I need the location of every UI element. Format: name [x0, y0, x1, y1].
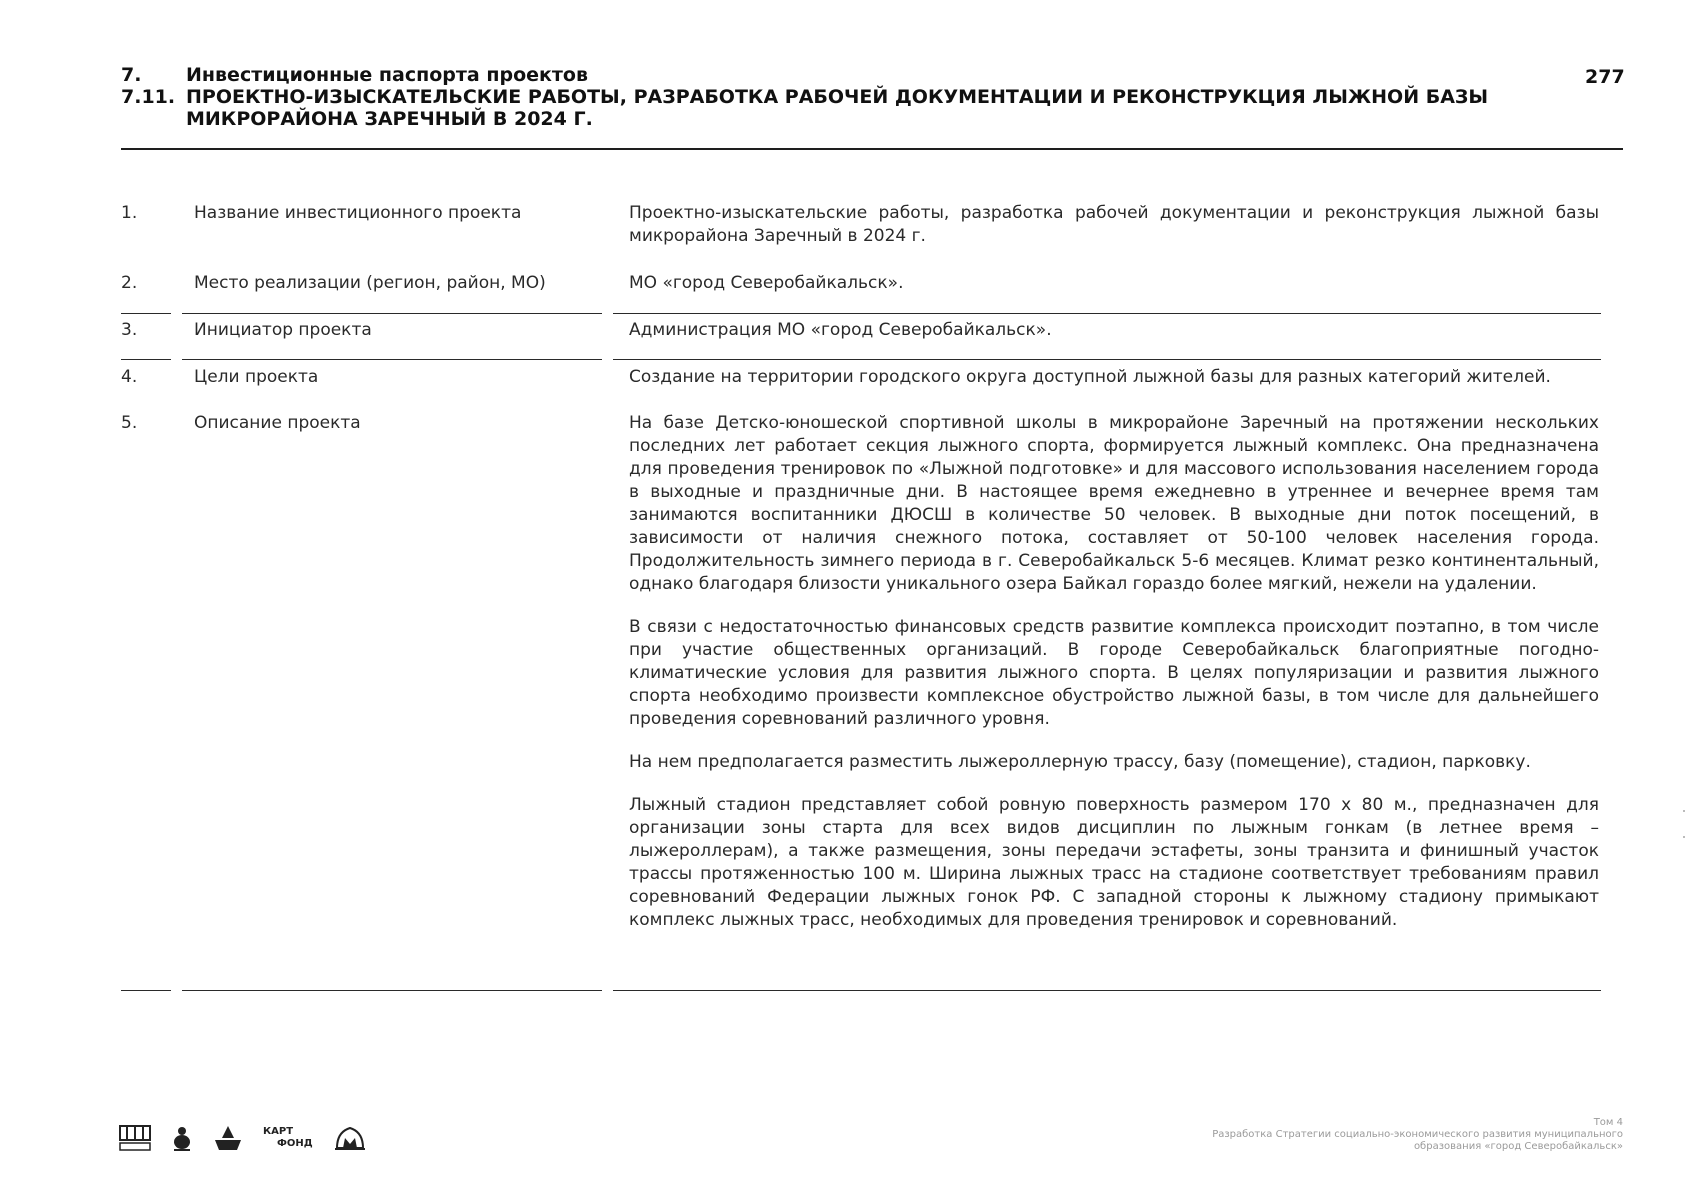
- row-number: 2.: [121, 273, 138, 293]
- description-paragraph: На нем предполагается разместить лыжероллерную трассу, базу (помещение), стадион, парковку.: [629, 752, 1531, 772]
- emblem-drop-icon: [171, 1124, 193, 1152]
- divider: [613, 990, 1601, 991]
- page-number: 277: [1585, 66, 1625, 88]
- edge-mark: [1683, 810, 1685, 812]
- row-number: 1.: [121, 203, 138, 223]
- chapter-number: 7.: [121, 64, 142, 86]
- section-number: 7.11.: [121, 86, 176, 108]
- edge-mark: [1683, 836, 1685, 838]
- divider: [182, 990, 602, 991]
- row-number: 4.: [121, 367, 138, 387]
- dom-logo-icon: [119, 1124, 151, 1152]
- footer-caption: [1212, 1117, 1623, 1153]
- divider: [182, 359, 602, 360]
- kart-fond-logo: [263, 1126, 313, 1150]
- row-label: Название инвестиционного проекта: [194, 203, 522, 223]
- row-number: 3.: [121, 320, 138, 340]
- row-value: МО «город Северобайкальск».: [629, 273, 904, 293]
- divider: [182, 313, 602, 314]
- footer-logos: [119, 1124, 367, 1152]
- row-number: 5.: [121, 413, 138, 433]
- divider: [613, 359, 1601, 360]
- emblem-ship-icon: [213, 1124, 243, 1152]
- footer-line: Том 4: [1593, 1117, 1623, 1128]
- description-paragraph: На базе Детско-юношеской спортивной школы в микрорайоне Заречный на протяжении нескольких последних лет работает секция лыжного спорта, формируется лыжный комплекс. Она предназначена для проведения тренировок по «Лыжной подготовке» и для массового использования населением города в выходные и праздничные дни. В настоящее время ежедневно в утреннее и вечернее время там занимаются воспитанники ДЮСШ в количестве 50 человек. В выходные дни поток посещений, в зависимости от наличия снежного потока, составляет от 50-100 человек населения города. Продолжительность зимнего периода в г. Северобайкальск 5-6 месяцев. Климат резко континентальный, однако благодаря близости уникального озера Байкал гораздо более мягкий, нежели на удалении.: [629, 413, 1599, 594]
- chapter-title: Инвестиционные паспорта проектов: [186, 64, 589, 86]
- footer-line: образования «город Северобайкальск»: [1413, 1141, 1623, 1152]
- divider: [121, 313, 171, 314]
- row-label: Место реализации (регион, район, МО): [194, 273, 546, 293]
- row-value: [629, 412, 1599, 952]
- row-value: Проектно-изыскательские работы, разработка рабочей документации и реконструкция лыжной базы микрорайона Заречный в 2024 г.: [629, 203, 1599, 246]
- emblem-crown-icon: [333, 1124, 367, 1152]
- chapter-heading: [121, 64, 1621, 86]
- description-paragraph: Лыжный стадион представляет собой ровную поверхность размером 170 х 80 м., предназначен для организации зоны старта для всех видов дисциплин по лыжным гонкам (в летнее время – лыжероллерам), а также размещения, зоны передачи эстафеты, зоны транзита и финишный участок трассы протяженностью 100 м. Ширина лыжных трасс на стадионе соответствует требованиям правил соревнований Федерации лыжных гонок РФ. С западной стороны к лыжному стадиону примыкают комплекс лыжных трасс, необходимых для проведения тренировок и соревнований.: [629, 795, 1599, 930]
- kart-fond-top: КАРТ: [263, 1126, 294, 1137]
- footer-line: Разработка Стратегии социально-экономического развития муниципального: [1212, 1129, 1623, 1140]
- row-value: Администрация МО «город Северобайкальск».: [629, 320, 1052, 340]
- row-label: Инициатор проекта: [194, 320, 372, 340]
- description-paragraph: В связи с недостаточностью финансовых средств развитие комплекса происходит поэтапно, в том числе при участие общественных организаций. В городе Северобайкальск благоприятные погодно-климатические условия для развития лыжного спорта. В целях популяризации и развития лыжного спорта необходимо произвести комплексное обустройство лыжной базы, в том числе для дальнейшего проведения соревнований различного уровня.: [629, 617, 1599, 729]
- divider: [121, 359, 171, 360]
- divider: [613, 313, 1601, 314]
- section-heading: [121, 86, 1621, 130]
- kart-fond-bottom: ФОНД: [277, 1138, 313, 1149]
- section-title: ПРОЕКТНО-ИЗЫСКАТЕЛЬСКИЕ РАБОТЫ, РАЗРАБОТКА РАБОЧЕЙ ДОКУМЕНТАЦИИ И РЕКОНСТРУКЦИЯ ЛЫЖНОЙ БАЗЫ МИКРОРАЙОНА ЗАРЕЧНЫЙ В 2024 Г.: [186, 86, 1489, 130]
- divider: [121, 990, 171, 991]
- header-rule: [121, 148, 1623, 150]
- row-label: Описание проекта: [194, 413, 361, 433]
- row-value: Создание на территории городского округа доступной лыжной базы для разных категорий жителей.: [629, 367, 1551, 387]
- row-label: Цели проекта: [194, 367, 319, 387]
- page-header: [121, 64, 1621, 130]
